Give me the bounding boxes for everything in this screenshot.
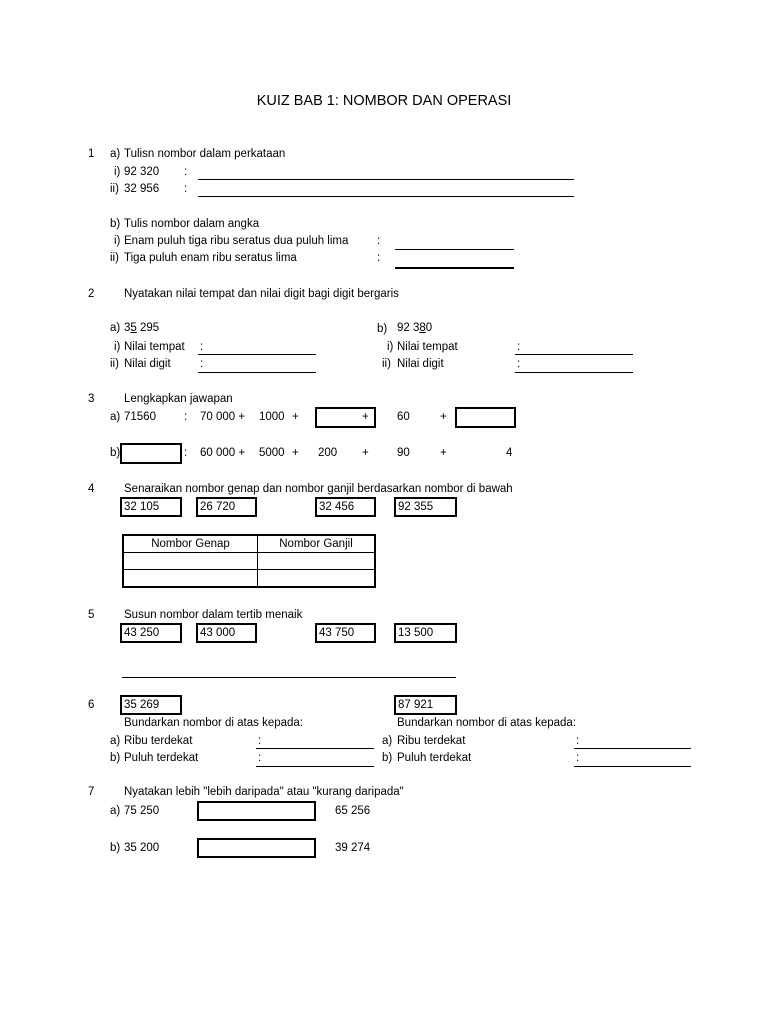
q5-number: 5	[88, 609, 95, 621]
q3b-term-5: 4	[506, 447, 513, 459]
q1a-label: a)	[110, 148, 121, 160]
column-header-odd: Nombor Ganjil	[258, 535, 376, 553]
q5-number-box: 43 250	[120, 623, 182, 643]
q6-left-number-box: 35 269	[120, 695, 182, 715]
q3a-plus-2: +	[362, 411, 369, 423]
q1bii-answer-line[interactable]	[395, 267, 514, 269]
q1bi-text: Enam puluh tiga ribu seratus dua puluh lima	[124, 235, 349, 247]
table-row	[123, 570, 375, 588]
q1b-instruction: Tulis nombor dalam angka	[124, 218, 260, 230]
q7b-left-number: 35 200	[124, 842, 160, 854]
q1ai-colon: :	[184, 166, 188, 178]
q1aii-number: 32 956	[124, 183, 160, 195]
q2ai-text: Nilai tempat	[124, 341, 185, 353]
q3b-plus-2: +	[362, 447, 369, 459]
q5-answer-line[interactable]	[122, 677, 456, 678]
q7b-label: b)	[110, 842, 121, 854]
q7b-answer-box[interactable]	[197, 838, 316, 858]
q3a-plus-3: +	[440, 411, 447, 423]
q5-number-box: 13 500	[394, 623, 457, 643]
q2aii-answer-line[interactable]	[198, 372, 316, 373]
q2bi-text: Nilai tempat	[397, 341, 458, 353]
q1-number: 1	[88, 148, 95, 160]
q1ai-label: i)	[114, 166, 121, 178]
q3b-label: b)	[110, 447, 121, 459]
underlined-digit: 5	[130, 322, 137, 334]
q2aii-label: ii)	[110, 358, 119, 370]
q1bii-text: Tiga puluh enam ribu seratus lima	[124, 252, 297, 264]
q5-instruction: Susun nombor dalam tertib menaik	[124, 609, 303, 621]
q3b-colon: :	[184, 447, 188, 459]
q6-right-instruction: Bundarkan nombor di atas kepada:	[397, 717, 577, 729]
page-title: KUIZ BAB 1: NOMBOR DAN OPERASI	[256, 93, 512, 109]
q1ai-number: 92 320	[124, 166, 160, 178]
q6-number: 6	[88, 699, 95, 711]
q1aii-colon: :	[184, 183, 188, 195]
q5-number-box: 43 000	[196, 623, 257, 643]
q6-left-a-label: a)	[110, 735, 121, 747]
q3a-number: 71560	[124, 411, 156, 423]
q7a-left-number: 75 250	[124, 805, 160, 817]
q2bii-colon: :	[517, 358, 521, 370]
q6-left-a-text: Ribu terdekat	[124, 735, 193, 747]
underlined-digit: 8	[419, 322, 426, 334]
q7a-answer-box[interactable]	[197, 801, 316, 821]
q3b-term-2: 5000	[259, 447, 285, 459]
q6-left-b-label: b)	[110, 752, 121, 764]
q7-instruction: Nyatakan lebih "lebih daripada" atau "kurang daripada"	[124, 786, 404, 798]
q6-right-a-answer-line[interactable]	[574, 748, 691, 749]
q2ai-colon: :	[200, 341, 204, 353]
q6-right-b-colon: :	[576, 752, 580, 764]
q2b-number: 92 380	[397, 322, 433, 334]
q6-right-a-label: a)	[382, 735, 393, 747]
table-header-row	[123, 535, 375, 553]
q5-number-box: 43 750	[315, 623, 376, 643]
q2aii-text: Nilai digit	[124, 358, 171, 370]
table-cell[interactable]	[258, 570, 376, 588]
q4-number-box: 26 720	[196, 497, 257, 517]
q3b-term-1: 60 000 +	[200, 447, 246, 459]
q2bi-answer-line[interactable]	[515, 354, 633, 355]
q1a-instruction: Tulisn nombor dalam perkataan	[124, 148, 286, 160]
q6-right-a-text: Ribu terdekat	[397, 735, 466, 747]
q3b-plus-1: +	[292, 447, 299, 459]
q2a-number: 35 295	[124, 322, 160, 334]
q7a-label: a)	[110, 805, 121, 817]
column-header-even: Nombor Genap	[123, 535, 258, 553]
q3a-label: a)	[110, 411, 121, 423]
q1bii-colon: :	[377, 252, 381, 264]
q1bi-colon: :	[377, 235, 381, 247]
q2bii-label: ii)	[382, 358, 391, 370]
q6-right-number-box: 87 921	[394, 695, 457, 715]
q1ai-answer-line[interactable]	[198, 179, 574, 180]
q2bii-answer-line[interactable]	[515, 372, 633, 373]
q7a-right-number: 65 256	[335, 805, 371, 817]
q6-right-b-answer-line[interactable]	[574, 766, 691, 767]
q2-instruction: Nyatakan nilai tempat dan nilai digit bagi digit bergaris	[124, 288, 399, 300]
q6-right-a-colon: :	[576, 735, 580, 747]
q4-number-box: 32 105	[120, 497, 182, 517]
q1aii-answer-line[interactable]	[198, 196, 574, 197]
q3b-term-4: 90	[397, 447, 410, 459]
q4-number-box: 92 355	[394, 497, 457, 517]
q1bi-answer-line[interactable]	[395, 249, 514, 250]
q6-left-instruction: Bundarkan nombor di atas kepada:	[124, 717, 304, 729]
q1b-label: b)	[110, 218, 121, 230]
table-row	[123, 553, 375, 570]
q2b-label: b)	[377, 323, 388, 335]
q7b-right-number: 39 274	[335, 842, 371, 854]
q6-left-b-colon: :	[258, 752, 262, 764]
q3-instruction: Lengkapkan jawapan	[124, 393, 233, 405]
table-cell[interactable]	[258, 553, 376, 570]
q2a-label: a)	[110, 322, 121, 334]
q4-number-box: 32 456	[315, 497, 376, 517]
table-cell[interactable]	[123, 553, 258, 570]
q3-number: 3	[88, 393, 95, 405]
q6-left-a-colon: :	[258, 735, 262, 747]
q4-instruction: Senaraikan nombor genap dan nombor ganjil berdasarkan nombor di bawah	[124, 483, 513, 495]
q3a-colon: :	[184, 411, 188, 423]
q1bi-label: i)	[114, 235, 121, 247]
q3b-plus-3: +	[440, 447, 447, 459]
q4-answer-table	[122, 534, 376, 588]
q6-right-b-text: Puluh terdekat	[397, 752, 472, 764]
q3b-term-3: 200	[318, 447, 338, 459]
q2ai-answer-line[interactable]	[198, 354, 316, 355]
q2ai-label: i)	[114, 341, 121, 353]
q2bii-text: Nilai digit	[397, 358, 444, 370]
q6-left-a-answer-line[interactable]	[256, 748, 374, 749]
table-cell[interactable]	[123, 570, 258, 588]
q3a-plus-1: +	[292, 411, 299, 423]
q2-number: 2	[88, 288, 95, 300]
q7-number: 7	[88, 786, 95, 798]
q3a-term-3: 60	[397, 411, 410, 423]
q1aii-label: ii)	[110, 183, 119, 195]
q2bi-label: i)	[387, 341, 394, 353]
q4-number: 4	[88, 483, 95, 495]
q6-left-b-answer-line[interactable]	[256, 766, 374, 767]
q3a-term-1: 70 000 +	[200, 411, 246, 423]
q2bi-colon: :	[517, 341, 521, 353]
q2aii-colon: :	[200, 358, 204, 370]
q6-left-b-text: Puluh terdekat	[124, 752, 199, 764]
q1bii-label: ii)	[110, 252, 119, 264]
q3b-answer-box[interactable]	[120, 443, 182, 464]
q6-right-b-label: b)	[382, 752, 393, 764]
q3a-answer-box-2[interactable]	[455, 407, 516, 428]
q3a-term-2: 1000	[259, 411, 285, 423]
